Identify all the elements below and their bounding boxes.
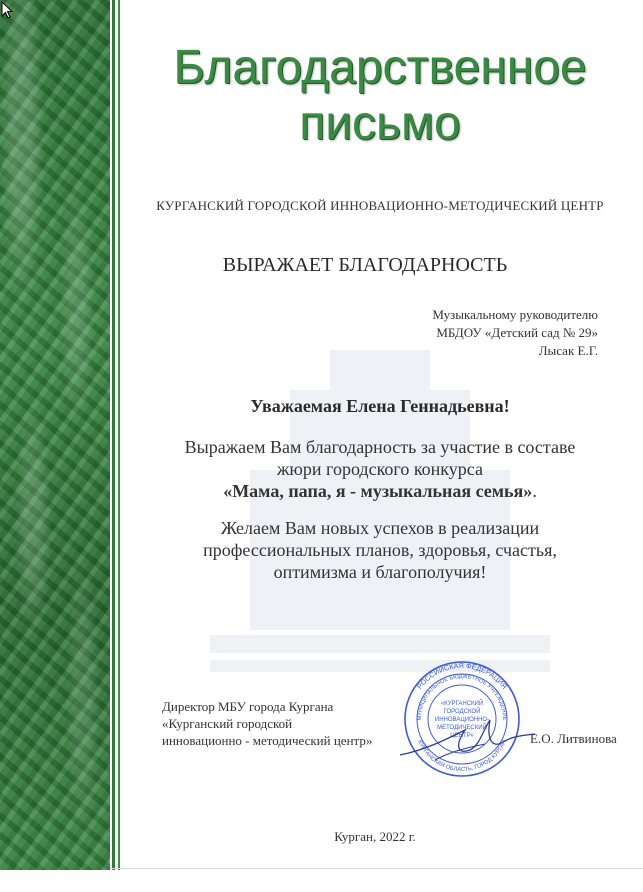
stamp-center-1: «КУРГАНСКИЙ	[440, 701, 484, 707]
stamp-center-2: ГОРОДСКОЙ	[443, 709, 481, 715]
paragraph2-line-1: Желаем Вам новых успехов в реализации	[220, 518, 540, 538]
stamp-center-4: МЕТОДИЧЕСКИЙ	[437, 725, 487, 731]
gratitude-paragraph	[140, 436, 620, 502]
wishes-paragraph	[140, 517, 620, 583]
contest-name: «Мама, папа, я - музыкальная семья»	[223, 481, 533, 501]
border-line	[112, 0, 115, 870]
director-line-2: «Курганский городской	[162, 716, 293, 731]
border-line-inner	[118, 0, 120, 870]
stamp-center-3: ИННОВАЦИОННО-	[434, 717, 490, 723]
director-line-3: инновационно - методический центр»	[162, 733, 373, 748]
salutation: Уважаемая Елена Геннадьевна!	[250, 396, 510, 416]
signer-name: Е.О. Литвинова	[530, 731, 617, 746]
stamp-outer-bottom: КУРГАНСКАЯ ОБЛАСТЬ, ГОРОД КУРГАН	[416, 739, 508, 774]
stamp-outer-top: РОССИЙСКАЯ ФЕДЕРАЦИЯ	[414, 660, 510, 691]
paragraph2-line-2: профессиональных планов, здоровья, счастья,	[203, 540, 557, 560]
handwritten-signature	[395, 700, 545, 770]
recipient-line-2: МБДОУ «Детский сад № 29»	[436, 325, 598, 340]
stamp-ring-2: МУНИЦИПАЛЬНОЕ БЮДЖЕТНОЕ УЧРЕЖДЕНИЕ	[416, 673, 508, 721]
watermark-logo	[210, 330, 550, 690]
title-line-1: Благодарственное	[173, 41, 587, 94]
paragraph1-line-1: Выражаем Вам благодарность за участие в составе	[184, 437, 576, 457]
decorative-border	[0, 0, 110, 870]
organization-name: КУРГАНСКИЙ ГОРОДСКОЙ ИННОВАЦИОННО-МЕТОДИЧЕСКИЙ ЦЕНТР	[156, 198, 604, 213]
mouse-cursor-icon	[1, 1, 13, 19]
contest-period: .	[532, 481, 537, 501]
director-title	[162, 698, 402, 749]
recipient-block	[330, 306, 598, 360]
place-and-year: Курган, 2022 г.	[334, 829, 416, 844]
paragraph2-line-3: оптимизма и благополучия!	[273, 562, 487, 582]
recipient-line-1: Музыкальному руководителю	[432, 307, 598, 322]
expresses-gratitude-heading: ВЫРАЖАЕТ БЛАГОДАРНОСТЬ	[222, 254, 508, 276]
stamp-center-5: ЦЕНТР»	[450, 733, 474, 739]
director-line-1: Директор МБУ города Кургана	[162, 699, 334, 714]
paragraph1-line-2: жюри городского конкурса	[277, 459, 483, 479]
bottom-rule	[110, 868, 643, 869]
recipient-line-3: Лысак Е.Г.	[538, 343, 598, 358]
title-line-2: письмо	[299, 97, 461, 150]
paragraph1-line-3	[140, 480, 620, 502]
letter-title	[130, 40, 630, 152]
